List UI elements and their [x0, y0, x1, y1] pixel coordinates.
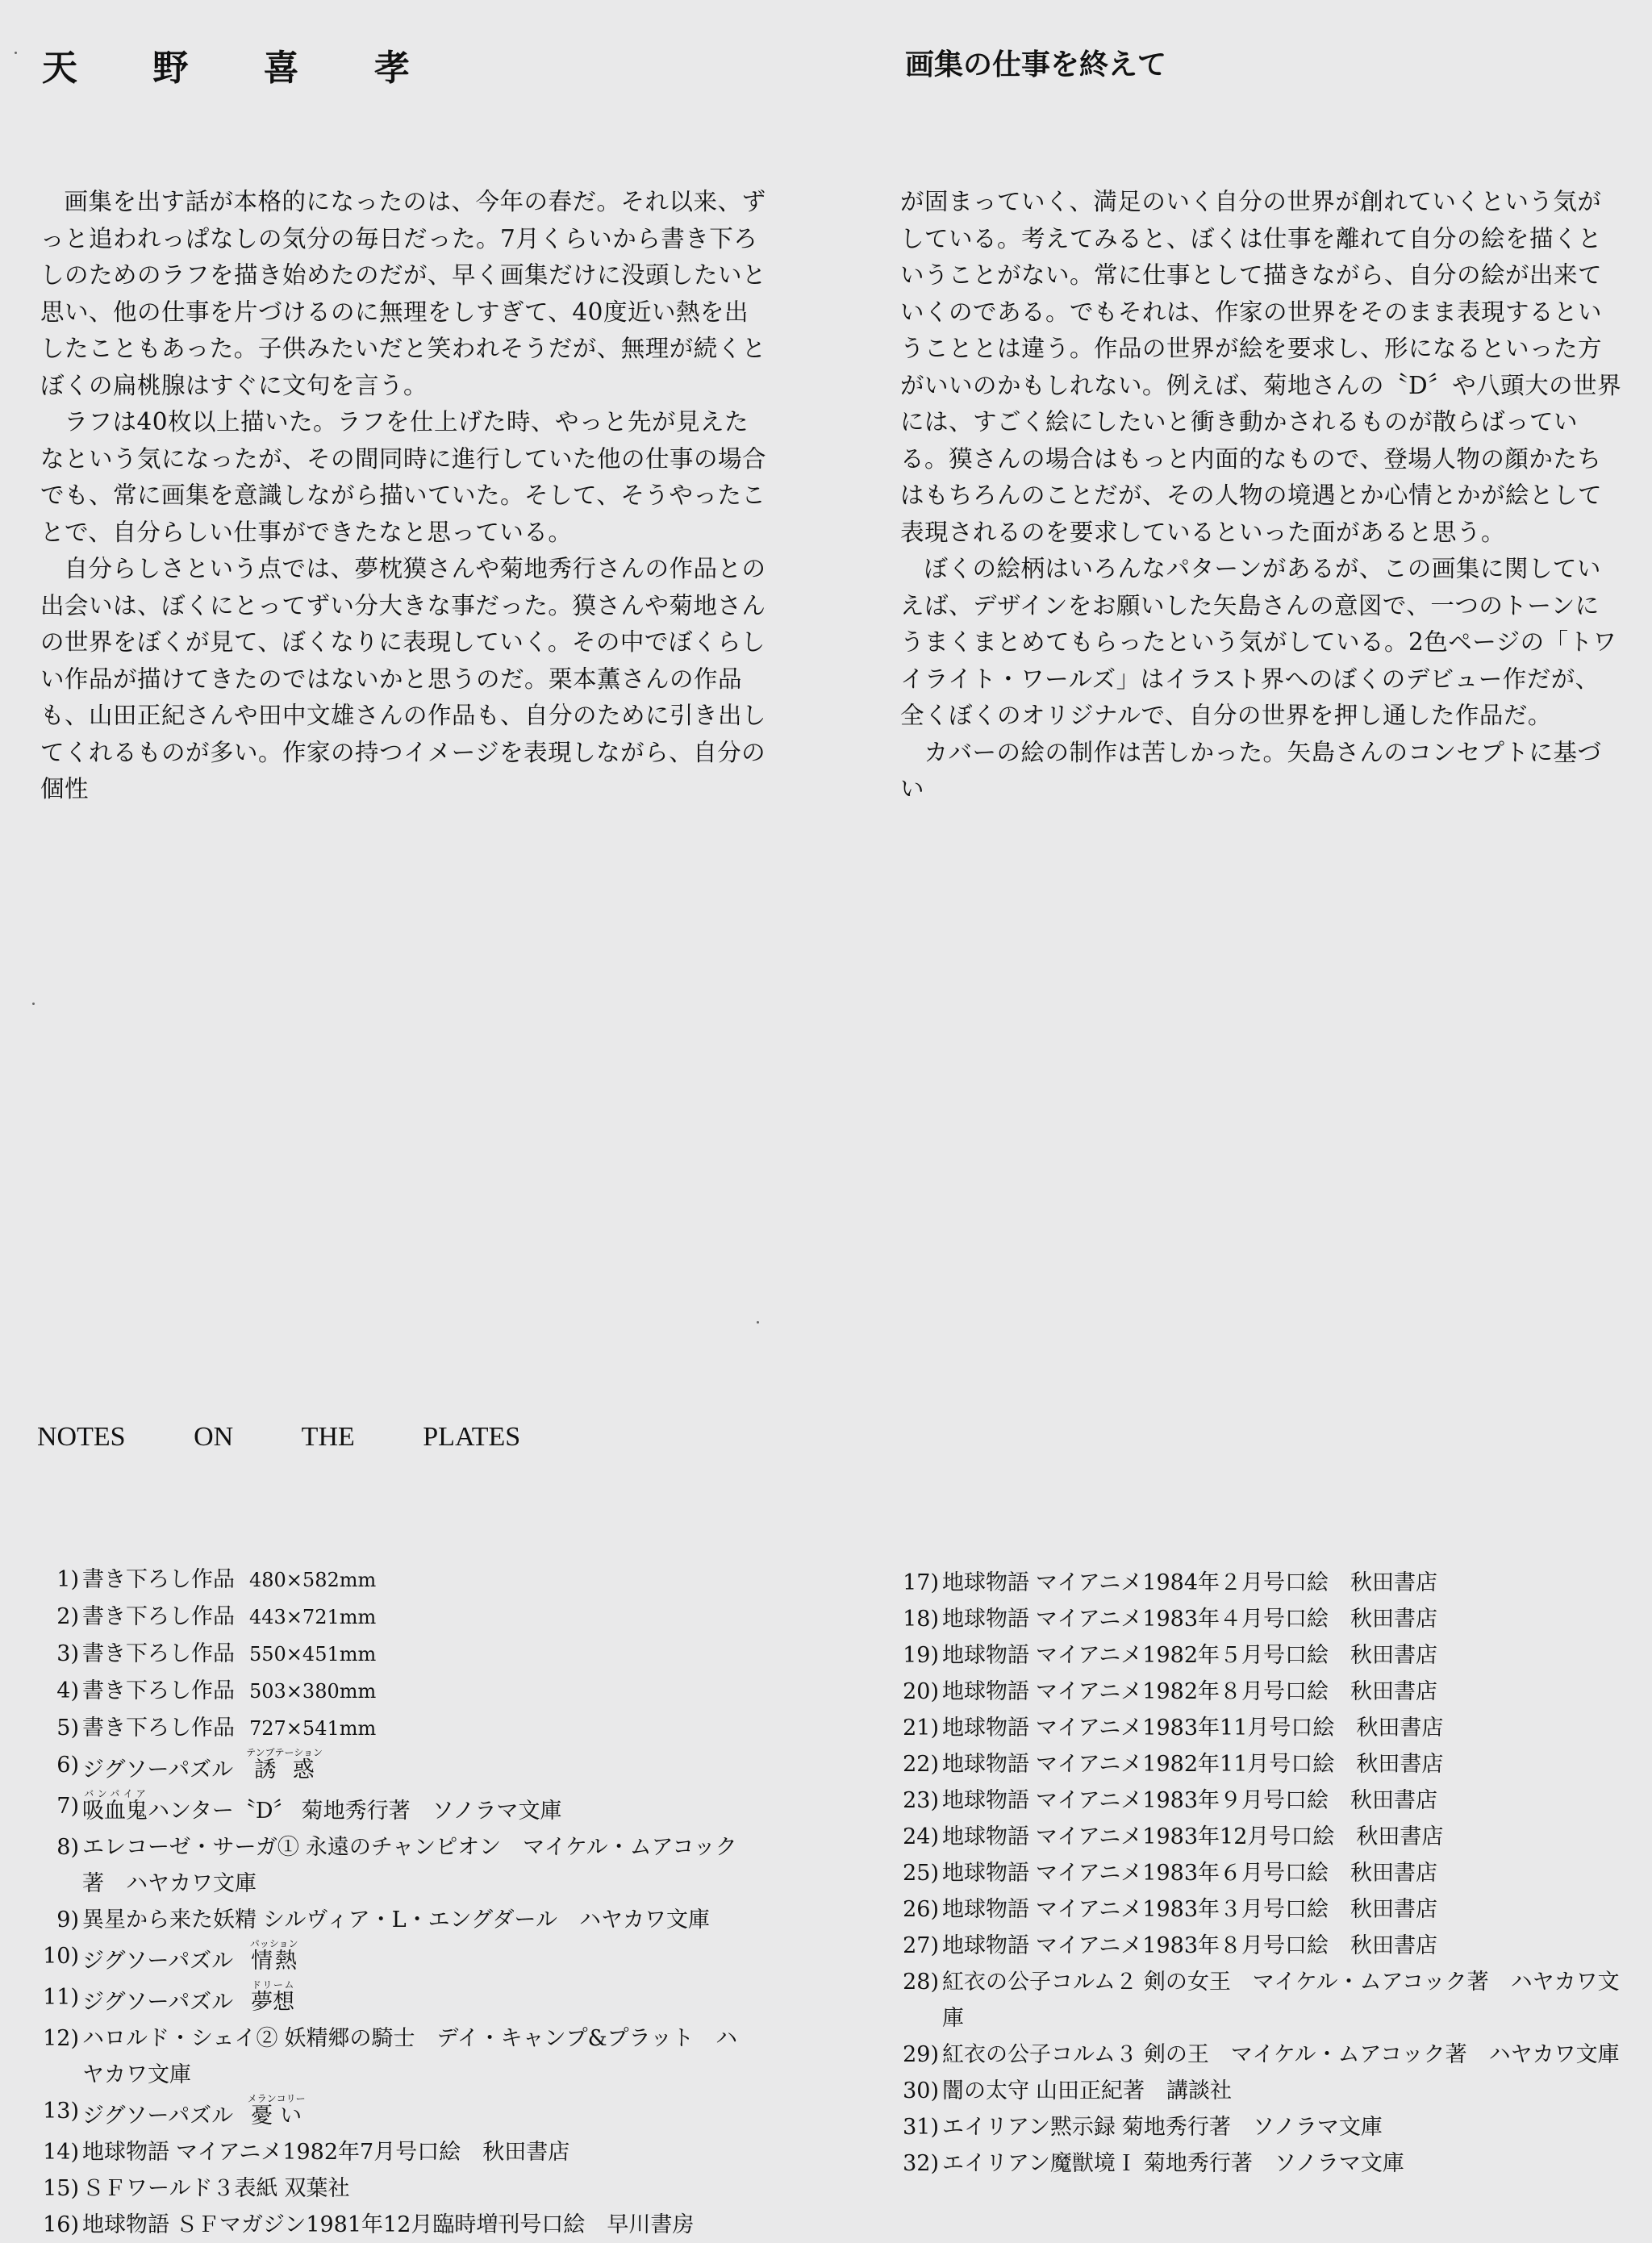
- plate-note: [32, 1788, 758, 1829]
- ruby-word: [246, 1747, 323, 1782]
- plate-title: 異星から来た妖精: [82, 1907, 257, 1932]
- plate-title: 地球物語: [942, 1716, 1029, 1741]
- essay-paragraph: ぼくの絵柄はいろんなパターンがあるが、この画集に関していえば、デザインをお願いした矢島さんの意図で、一つのトーンにうまくまとめてもらったという気がしている。2色ページの「トワイライト・ワールズ」はイラスト界へのぼくのデビュー作だが、全くぼくのオリジナルで、自分の世界を押し通した作品だ。: [900, 555, 1617, 729]
- plate-dimensions: 480×582mm: [249, 1569, 377, 1591]
- plate-detail: シルヴィア・L・エングダール ハヤカワ文庫: [263, 1907, 711, 1932]
- plate-title: ジグソーパズル: [82, 1990, 234, 2015]
- plate-title: 地球物語: [942, 1788, 1029, 1813]
- plate-title: ハロルド・シェイ②: [82, 2026, 278, 2051]
- plate-number: 19 ): [892, 1637, 939, 1674]
- plate-detail: マイアニメ1983年12月号口絵 秋田書店: [1036, 1824, 1444, 1849]
- essay-paragraph: カバーの絵の制作は苦しかった。矢島さんのコンセプトに基づい: [900, 738, 1602, 803]
- plate-note: [32, 1561, 758, 1599]
- plate-number: 28 ): [892, 1964, 939, 2000]
- plate-note: [32, 1710, 758, 1747]
- plate-detail: 妖精郷の騎士 デイ・キャンプ&プラット ハヤカワ文庫: [82, 2026, 738, 2087]
- plate-note: [32, 2170, 758, 2207]
- ruby-word: [247, 2093, 306, 2128]
- ruby-base: 誘惑: [246, 1757, 323, 1782]
- plate-note: [32, 2093, 758, 2134]
- plate-note: [892, 2145, 1634, 2182]
- plate-detail: マイアニメ1983年３月号口絵 秋田書店: [1036, 1897, 1438, 1922]
- plate-note: [892, 1710, 1634, 1746]
- plate-detail: マイアニメ1982年８月号口絵 秋田書店: [1036, 1679, 1438, 1704]
- author-char: 野: [152, 48, 189, 89]
- plate-number: 23 ): [892, 1782, 939, 1819]
- plate-title: ジグソーパズル: [82, 2103, 234, 2128]
- plate-title: 闇の太守: [942, 2078, 1029, 2103]
- essay-column-right: [900, 184, 1623, 808]
- plate-detail: 剣の女王 マイケル・ムアコック著 ハヤカワ文庫: [942, 1970, 1620, 2031]
- ruby-reading: テンプテーション: [246, 1747, 323, 1758]
- plate-number: 30 ): [892, 2073, 939, 2109]
- plate-title: 地球物語: [82, 2212, 169, 2237]
- author-char: 孝: [373, 48, 410, 89]
- plate-number: 27 ): [892, 1928, 939, 1964]
- print-speck: [15, 52, 17, 54]
- plate-dimensions: 443×721mm: [249, 1606, 377, 1628]
- ruby-word: [251, 1979, 295, 2015]
- notes-heading-word: NOTES: [37, 1422, 126, 1452]
- plate-number: 8 ): [32, 1829, 79, 1866]
- plate-title: 書き下ろし作品: [82, 1716, 235, 1741]
- plate-number: 16 ): [32, 2207, 79, 2243]
- plate-note: [892, 1819, 1634, 1855]
- plate-title: ジグソーパズル: [82, 1757, 234, 1782]
- plate-note: [892, 1964, 1634, 2037]
- plate-number: 4 ): [32, 1673, 79, 1709]
- ruby-reading: パッション: [249, 1938, 298, 1949]
- plate-note: [892, 2037, 1634, 2073]
- plate-detail: マイアニメ1982年５月号口絵 秋田書店: [1036, 1643, 1438, 1668]
- plate-number: 22 ): [892, 1746, 939, 1782]
- plate-title: ハンター〝D〞: [148, 1799, 295, 1824]
- plate-note: [32, 1938, 758, 1979]
- plate-number: 21 ): [892, 1710, 939, 1746]
- plate-title: 書き下ろし作品: [82, 1678, 235, 1703]
- plate-number: 29 ): [892, 2037, 939, 2073]
- print-speck: [32, 1003, 35, 1005]
- plate-detail: マイアニメ1983年11月号口絵 秋田書店: [1036, 1716, 1444, 1741]
- plate-number: 10 ): [32, 1938, 79, 1974]
- plate-note: [32, 1829, 758, 1902]
- plate-number: 12 ): [32, 2020, 79, 2057]
- plate-note: [32, 1673, 758, 1710]
- plate-title: 地球物語: [82, 2140, 169, 2165]
- plate-title: エイリアン黙示録: [942, 2115, 1116, 2140]
- plate-detail: マイアニメ1982年7月号口絵 秋田書店: [176, 2140, 570, 2165]
- plate-title: エレコーゼ・サーガ①: [82, 1835, 299, 1860]
- plate-title: 書き下ろし作品: [82, 1641, 235, 1666]
- plate-number: 1 ): [32, 1561, 79, 1598]
- plate-note: [892, 1637, 1634, 1674]
- plate-detail: 永遠のチャンピオン マイケル・ムアコック著 ハヤカワ文庫: [82, 1835, 737, 1896]
- plate-number: 24 ): [892, 1819, 939, 1855]
- plate-detail: 剣の王 マイケル・ムアコック著 ハヤカワ文庫: [1143, 2042, 1620, 2067]
- plate-detail: 双葉社: [284, 2176, 350, 2201]
- ruby-word: [249, 1938, 298, 1974]
- notes-heading: [37, 1422, 520, 1453]
- plate-notes-left: [32, 1561, 758, 2243]
- plate-dimensions: 503×380mm: [249, 1680, 377, 1703]
- plate-title: 紅衣の公子コルム２: [942, 1970, 1137, 1995]
- plate-number: 14 ): [32, 2134, 79, 2170]
- plate-number: 15 ): [32, 2170, 79, 2207]
- plate-detail: 山田正紀著 講談社: [1036, 2078, 1232, 2103]
- notes-heading-word: THE: [301, 1422, 355, 1452]
- plate-note: [892, 2109, 1634, 2145]
- plate-number: 25 ): [892, 1855, 939, 1891]
- plate-notes-right: [892, 1565, 1634, 2182]
- plate-detail: マイアニメ1983年８月号口絵 秋田書店: [1036, 1933, 1438, 1958]
- ruby-base: 夢想: [251, 1990, 295, 2015]
- plate-title: エイリアン魔獣境Ｉ: [942, 2151, 1137, 2176]
- plate-number: 20 ): [892, 1674, 939, 1710]
- plate-title: ＳＦワールド３表紙: [82, 2176, 278, 2201]
- notes-heading-word: ON: [194, 1422, 234, 1452]
- author-char: 天: [42, 48, 77, 89]
- plate-number: 5 ): [32, 1710, 79, 1746]
- essay-paragraph: ラフは40枚以上描いた。ラフを仕上げた時、やっと先が見えたなという気になったが、その間同時に進行していた他の仕事の場合でも、常に画集を意識しながら描いていた。そして、そうやったことで、自分らしい仕事ができたなと思っている。: [40, 408, 767, 546]
- plate-note: [32, 1636, 758, 1673]
- essay-title: 画集の仕事を終えて: [905, 48, 1167, 81]
- plate-title: 地球物語: [942, 1897, 1029, 1922]
- essay-paragraph: が固まっていく、満足のいく自分の世界が創れていくという気がしている。考えてみると、ぼくは仕事を離れて自分の絵を描くということがない。常に仕事として描きながら、自分の絵が出来ていくのである。でもそれは、作家の世界をそのまま表現するということとは違う。作品の世界が絵を要求し、形になるといった方がいいのかもしれない。例えば、菊地さんの〝D〞や八頭大の世界には、すごく絵にしたいと衝き動かされるものが散らばっている。獏さんの場合はもっと内面的なもので、登場人物の顔かたちはもちろんのことだが、その人物の境遇とか心情とかが絵として表現されるのを要求しているといった面があると思う。: [900, 188, 1622, 546]
- plate-detail: 菊地秀行著 ソノラマ文庫: [1143, 2151, 1404, 2176]
- plate-title: 地球物語: [942, 1643, 1029, 1668]
- ruby-word: [82, 1788, 148, 1824]
- plate-detail: 菊地秀行著 ソノラマ文庫: [1121, 2115, 1383, 2140]
- plate-note: [892, 2073, 1634, 2109]
- plate-note: [32, 1979, 758, 2020]
- plate-number: 18 ): [892, 1601, 939, 1637]
- plate-number: 6 ): [32, 1747, 79, 1783]
- plate-note: [32, 2134, 758, 2170]
- plate-number: 3 ): [32, 1636, 79, 1672]
- ruby-base: 情熱: [249, 1949, 298, 1974]
- essay-column-left: [40, 184, 766, 808]
- plate-note: [892, 1782, 1634, 1819]
- plate-detail: ＳＦマガジン1981年12月臨時増刊号口絵 早川書房: [176, 2212, 695, 2237]
- plate-note: [892, 1674, 1634, 1710]
- plate-number: 31 ): [892, 2109, 939, 2145]
- ruby-reading: メランコリー: [247, 2093, 306, 2104]
- essay-paragraph: 自分らしさという点では、夢枕獏さんや菊地秀行さんの作品との出会いは、ぼくにとってずい分大きな事だった。獏さんや菊地さんの世界をぼくが見て、ぼくなりに表現していく。その中でぼくらしい作品が描けてきたのではないかと思うのだ。栗本薫さんの作品も、山田正紀さんや田中文雄さんの作品も、自分のために引き出してくれるものが多い。作家の持つイメージを表現しながら、自分の個性: [40, 555, 767, 803]
- plate-note: [892, 1891, 1634, 1928]
- plate-number: 11 ): [32, 1979, 79, 2016]
- notes-heading-word: PLATES: [423, 1422, 521, 1452]
- plate-title: 地球物語: [942, 1570, 1029, 1595]
- plate-note: [892, 1746, 1634, 1782]
- plate-title: 地球物語: [942, 1824, 1029, 1849]
- print-speck: [757, 1321, 759, 1324]
- plate-note: [32, 2020, 758, 2093]
- plate-number: 2 ): [32, 1599, 79, 1635]
- plate-note: [892, 1565, 1634, 1601]
- plate-title: 地球物語: [942, 1933, 1029, 1958]
- plate-title: 地球物語: [942, 1861, 1029, 1886]
- plate-detail: マイアニメ1984年２月号口絵 秋田書店: [1036, 1570, 1438, 1595]
- plate-note: [892, 1601, 1634, 1637]
- plate-detail: 菊地秀行著 ソノラマ文庫: [301, 1799, 562, 1824]
- plate-note: [32, 1902, 758, 1938]
- plate-note: [32, 1747, 758, 1788]
- plate-title: 書き下ろし作品: [82, 1567, 235, 1592]
- plate-title: 地球物語: [942, 1679, 1029, 1704]
- plate-detail: マイアニメ1983年４月号口絵 秋田書店: [1036, 1607, 1438, 1632]
- plate-detail: マイアニメ1982年11月号口絵 秋田書店: [1036, 1752, 1444, 1777]
- plate-number: 17 ): [892, 1565, 939, 1601]
- plate-number: 7 ): [32, 1788, 79, 1824]
- plate-number: 9 ): [32, 1902, 79, 1938]
- ruby-reading: ドリーム: [251, 1979, 295, 1991]
- plate-title: 地球物語: [942, 1607, 1029, 1632]
- ruby-reading: バンパイア: [82, 1788, 148, 1799]
- essay-paragraph: 画集を出す話が本格的になったのは、今年の春だ。それ以来、ずっと追われっぱなしの気分の毎日だった。7月くらいから書き下ろしのためのラフを描き始めたのだが、早く画集だけに没頭したいと思い、他の仕事を片づけるのに無理をしすぎて、40度近い熱を出したこともあった。子供みたいだと笑われそうだが、無理が続くとぼくの扁桃腺はすぐに文句を言う。: [40, 188, 767, 399]
- plate-detail: マイアニメ1983年６月号口絵 秋田書店: [1036, 1861, 1438, 1886]
- plate-dimensions: 550×451mm: [249, 1643, 377, 1666]
- plate-title: ジグソーパズル: [82, 1949, 234, 1974]
- ruby-base: 吸血鬼: [82, 1799, 148, 1824]
- plate-dimensions: 727×541mm: [249, 1717, 377, 1740]
- plate-title: 紅衣の公子コルム３: [942, 2042, 1137, 2067]
- plate-number: 13 ): [32, 2093, 79, 2129]
- ruby-base: 憂い: [247, 2103, 306, 2128]
- plate-title: 書き下ろし作品: [82, 1604, 235, 1629]
- plate-note: [32, 2207, 758, 2243]
- author-name: [42, 39, 473, 90]
- plate-number: 26 ): [892, 1891, 939, 1928]
- plate-title: 地球物語: [942, 1752, 1029, 1777]
- plate-note: [32, 1599, 758, 1636]
- plate-number: 32 ): [892, 2145, 939, 2182]
- plate-detail: マイアニメ1983年９月号口絵 秋田書店: [1036, 1788, 1438, 1813]
- plate-note: [892, 1928, 1634, 1964]
- plate-note: [892, 1855, 1634, 1891]
- author-char: 喜: [263, 48, 299, 89]
